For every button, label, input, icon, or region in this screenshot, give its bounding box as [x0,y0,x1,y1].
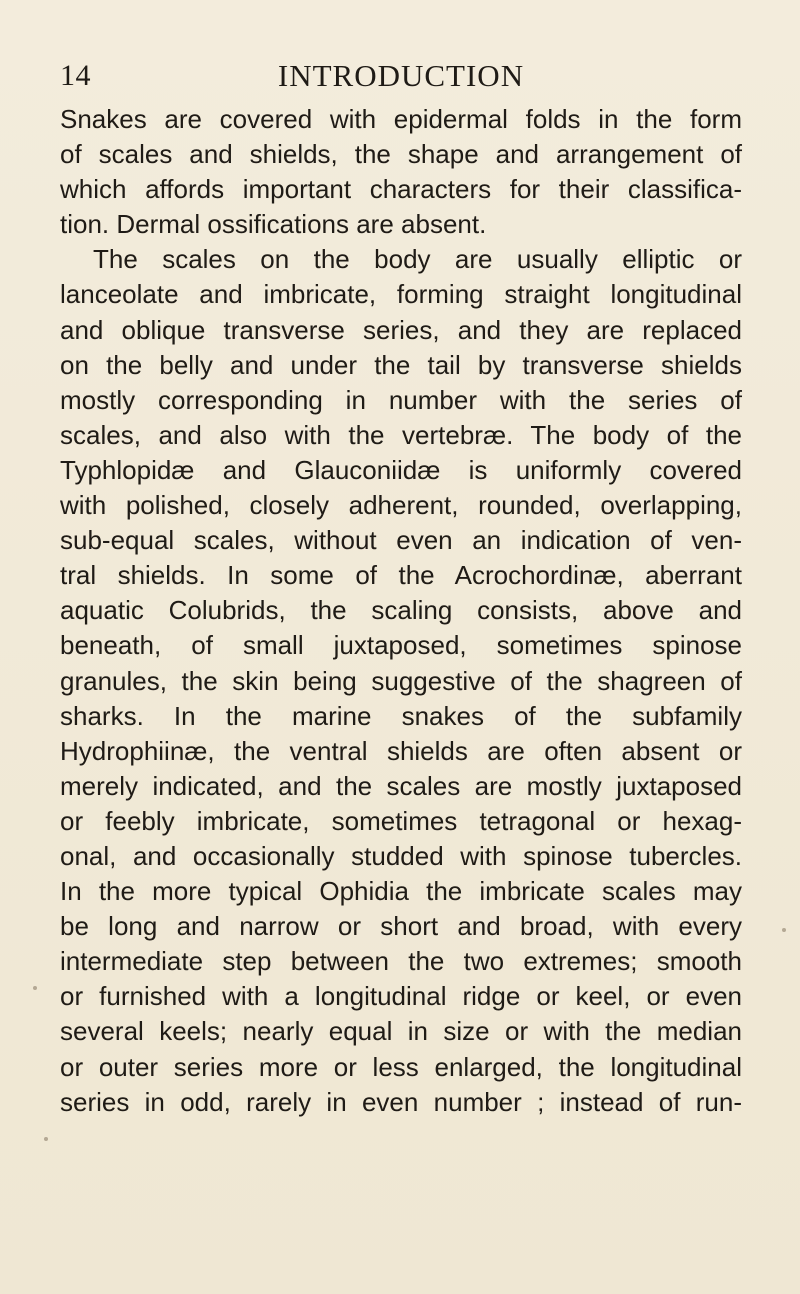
text-line: scales, and also with the vertebræ. The body of the [60,419,742,450]
text-line: or outer series more or less enlarged, the longitudinal [60,1051,742,1082]
text-line: beneath, of small juxtaposed, sometimes spinose [60,630,742,661]
text-line: Snakes are covered with epidermal folds in the form [60,104,742,134]
text-line: with polished, closely adherent, rounded, overlapping, [60,490,742,521]
text-line: series in odd, rarely in even number ; instead of run- [60,1086,742,1117]
paper-speck [33,986,37,990]
page-number: 14 [60,59,91,92]
text-line: Typhlopidæ and Glauconiidæ is uniformly covered [60,454,742,485]
text-line: several keels; nearly equal in size or with the median [60,1016,742,1047]
text-line: intermediate step between the two extremes; smooth [60,946,742,977]
text-line: mostly corresponding in number with the series of [60,384,742,415]
body-text [60,102,742,1120]
text-line: Hydrophiinæ, the ventral shields are often absent or [60,735,742,766]
text-line: lanceolate and imbricate, forming straight longitudinal [60,279,742,310]
text-line: granules, the skin being suggestive of the shagreen of [60,665,742,696]
text-line: tral shields. In some of the Acrochordinæ, aberrant [60,560,742,591]
text-line: which affords important characters for their classifica- [60,174,742,205]
text-line: sharks. In the marine snakes of the subfamily [60,700,742,731]
running-title: INTRODUCTION [277,58,525,93]
running-head [60,56,742,96]
text-line: aquatic Colubrids, the scaling consists, above and [60,595,742,626]
text-line: sub-equal scales, without even an indication of ven- [60,525,742,556]
text-line: be long and narrow or short and broad, with every [60,911,742,942]
text-line: or furnished with a longitudinal ridge or keel, or even [60,981,742,1012]
text-line: The scales on the body are usually elliptic or [93,244,742,275]
paper-speck [44,1137,48,1141]
paper-speck [782,928,786,932]
text-line: and oblique transverse series, and they are replaced [60,314,742,345]
text-line: merely indicated, and the scales are mostly juxtaposed [60,770,742,801]
text-line: on the belly and under the tail by transverse shields [60,349,742,380]
text-line: or feebly imbricate, sometimes tetragonal or hexag- [60,805,742,836]
text-line: onal, and occasionally studded with spinose tubercles. [60,840,742,871]
text-line: tion. Dermal ossifications are absent. [60,209,487,240]
text-line: of scales and shields, the shape and arrangement of [60,139,742,170]
text-line: In the more typical Ophidia the imbricate scales may [60,876,742,907]
